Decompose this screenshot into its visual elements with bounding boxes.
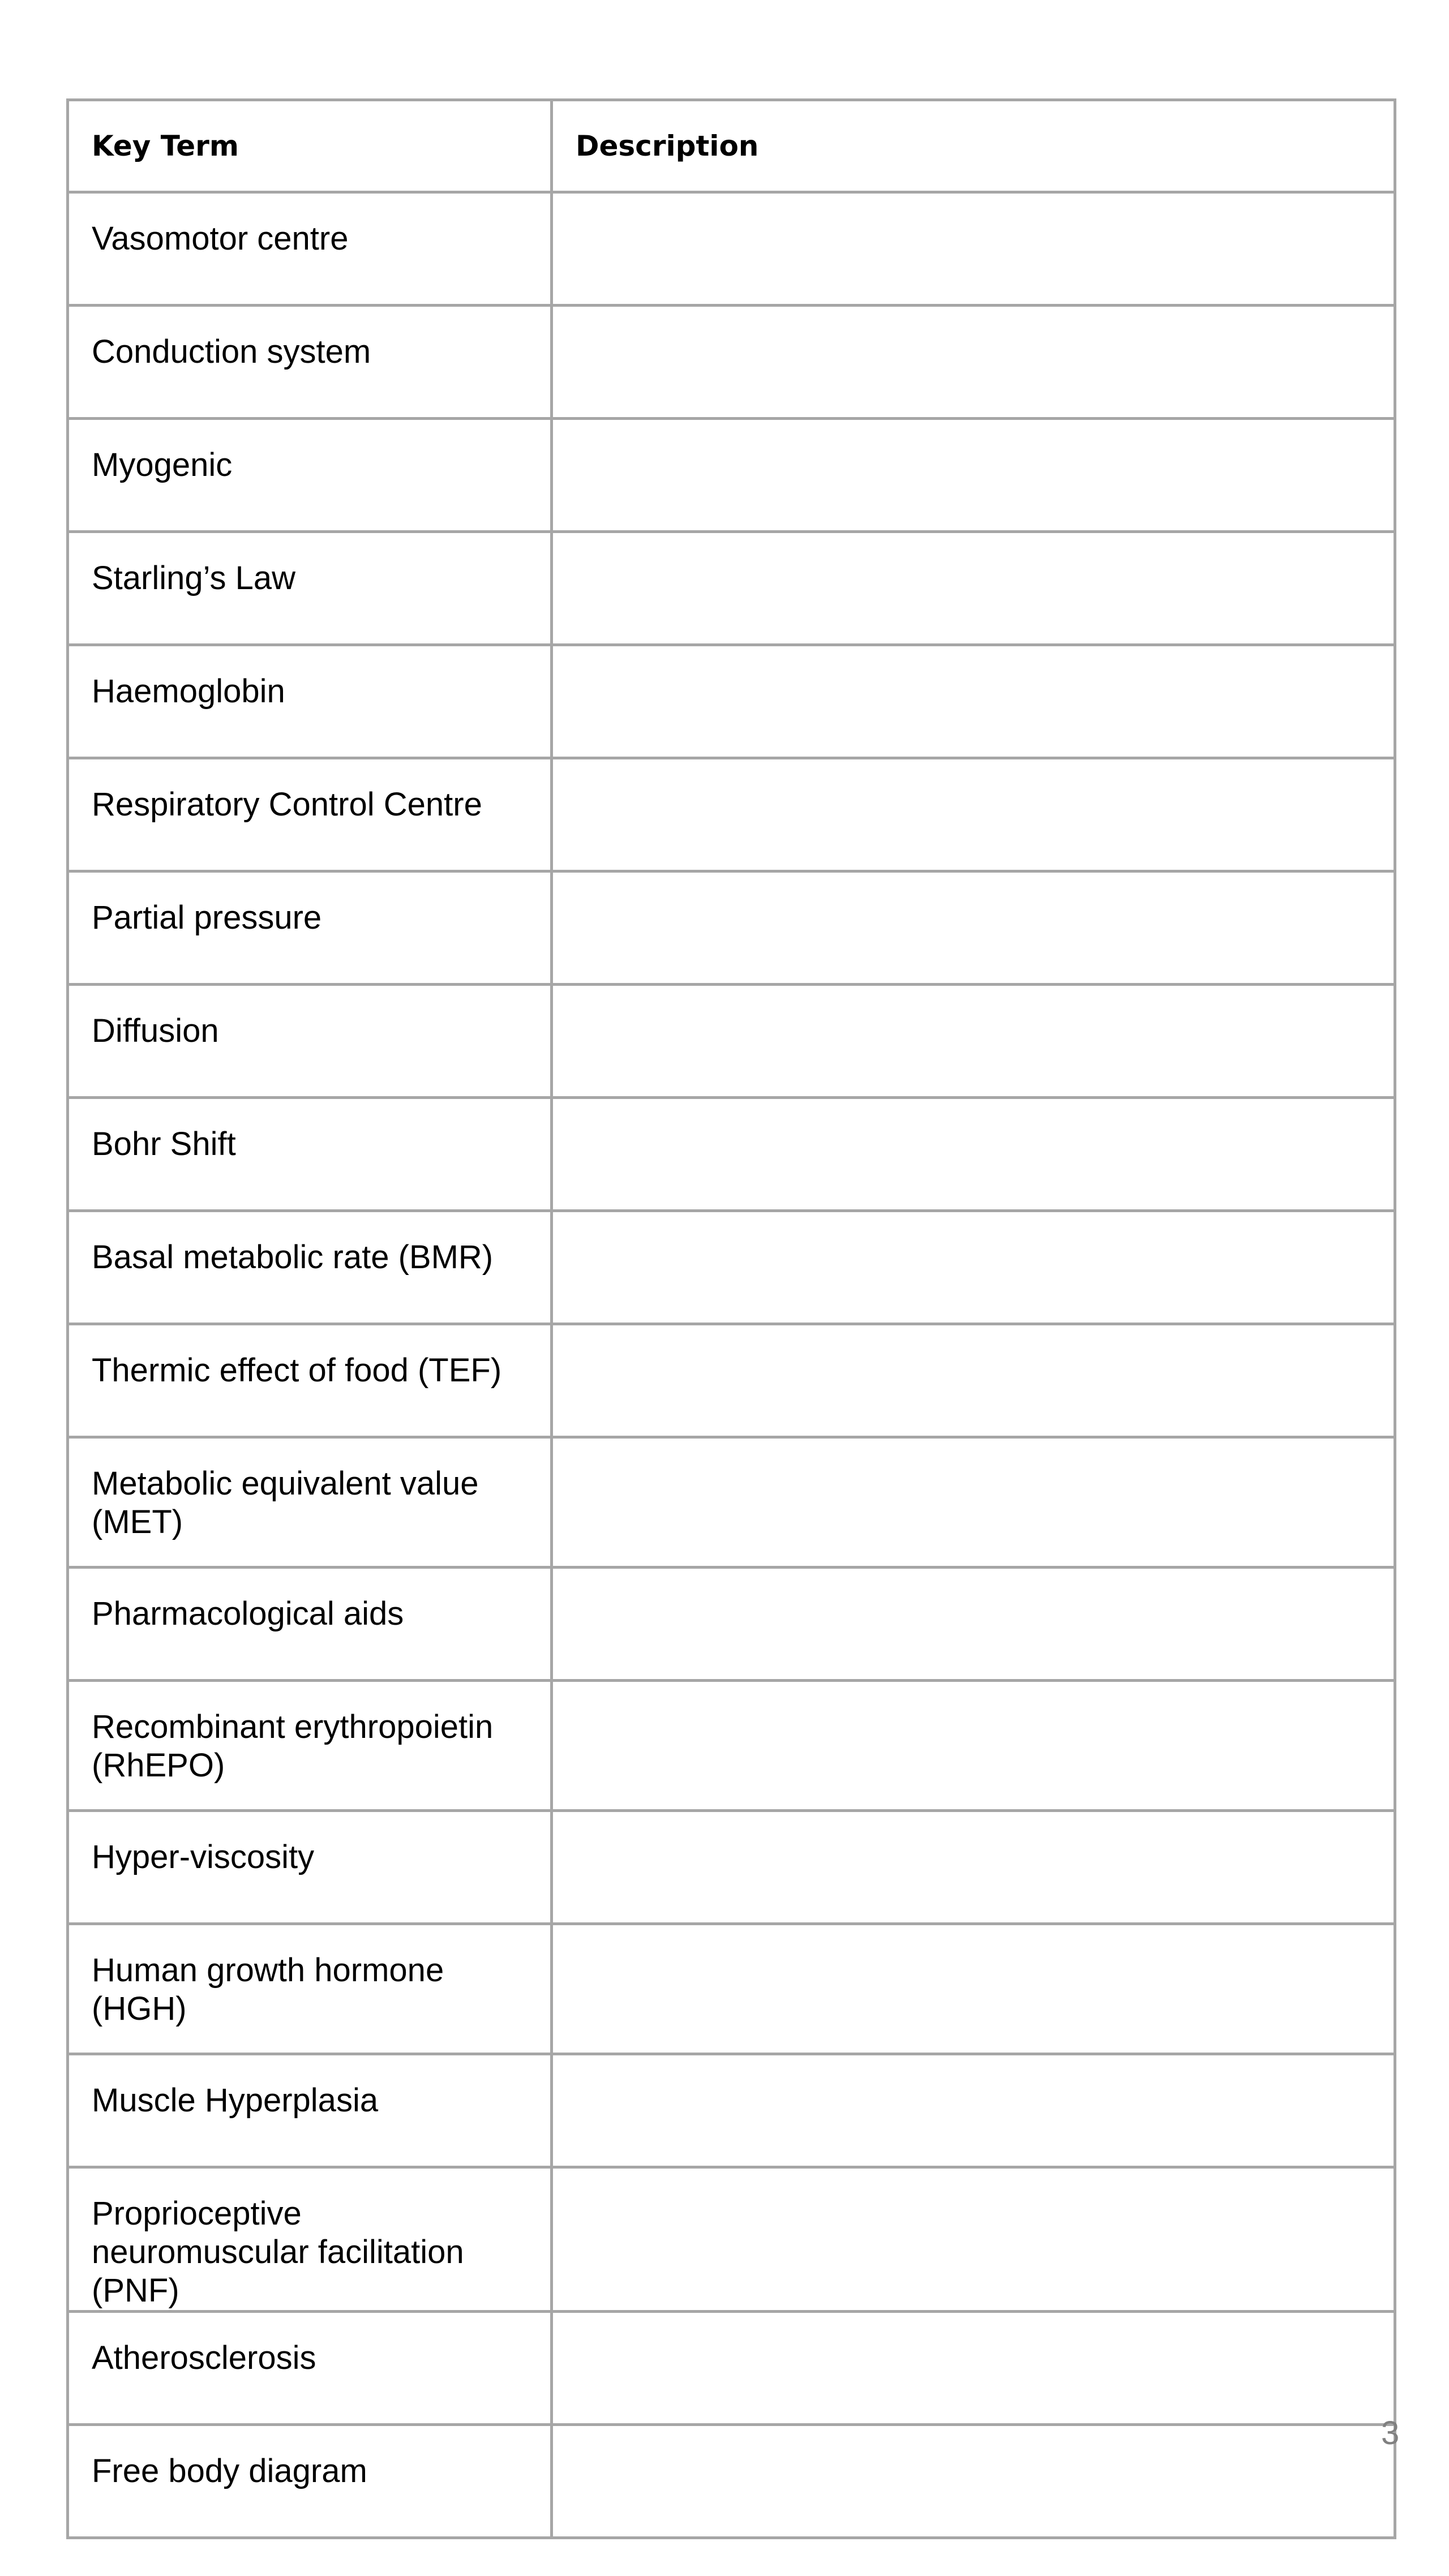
table-row <box>68 1811 1395 1924</box>
table-row <box>68 985 1395 1098</box>
table-row <box>68 871 1395 985</box>
table-row <box>68 1437 1395 1568</box>
table-row <box>68 1098 1395 1211</box>
description-cell[interactable] <box>552 1098 1395 1211</box>
table-row <box>68 2312 1395 2425</box>
description-cell[interactable] <box>552 645 1395 758</box>
description-cell[interactable] <box>552 306 1395 419</box>
table-row <box>68 532 1395 645</box>
description-cell[interactable] <box>552 2167 1395 2312</box>
description-cell[interactable] <box>552 1811 1395 1924</box>
key-term-cell: Muscle Hyperplasia <box>68 2054 552 2167</box>
table-row <box>68 1324 1395 1437</box>
key-term-cell: Pharmacological aids <box>68 1568 552 1681</box>
key-term-cell: Haemoglobin <box>68 645 552 758</box>
key-term-cell: Thermic effect of food (TEF) <box>68 1324 552 1437</box>
key-term-cell: Conduction system <box>68 306 552 419</box>
key-term-cell: Vasomotor centre <box>68 192 552 306</box>
key-term-cell: Basal metabolic rate (BMR) <box>68 1211 552 1324</box>
table-row <box>68 1924 1395 2054</box>
description-cell[interactable] <box>552 1324 1395 1437</box>
key-term-cell: Respiratory Control Centre <box>68 758 552 871</box>
description-cell[interactable] <box>552 2312 1395 2425</box>
description-cell[interactable] <box>552 985 1395 1098</box>
key-term-cell: Myogenic <box>68 419 552 532</box>
table-row <box>68 192 1395 306</box>
table-row <box>68 1681 1395 1811</box>
key-term-cell: Recombinant erythropoietin (RhEPO) <box>68 1681 552 1811</box>
description-cell[interactable] <box>552 758 1395 871</box>
table-row <box>68 306 1395 419</box>
table-row <box>68 645 1395 758</box>
header-key-term: Key Term <box>68 100 552 192</box>
key-term-cell: Hyper-viscosity <box>68 1811 552 1924</box>
table-row <box>68 419 1395 532</box>
key-term-cell: Starling’s Law <box>68 532 552 645</box>
table-row <box>68 2425 1395 2538</box>
description-cell[interactable] <box>552 2054 1395 2167</box>
table-row <box>68 758 1395 871</box>
key-term-cell: Bohr Shift <box>68 1098 552 1211</box>
table-row <box>68 2167 1395 2312</box>
description-cell[interactable] <box>552 1924 1395 2054</box>
key-term-cell: Atherosclerosis <box>68 2312 552 2425</box>
table-row <box>68 1211 1395 1324</box>
key-terms-table <box>66 98 1396 2539</box>
description-cell[interactable] <box>552 871 1395 985</box>
description-cell[interactable] <box>552 2425 1395 2538</box>
key-term-cell: Free body diagram <box>68 2425 552 2538</box>
table-row <box>68 2054 1395 2167</box>
description-cell[interactable] <box>552 532 1395 645</box>
table-row <box>68 1568 1395 1681</box>
description-cell[interactable] <box>552 192 1395 306</box>
description-cell[interactable] <box>552 1437 1395 1568</box>
key-term-cell: Metabolic equivalent value (MET) <box>68 1437 552 1568</box>
description-cell[interactable] <box>552 1568 1395 1681</box>
key-term-cell: Partial pressure <box>68 871 552 985</box>
description-cell[interactable] <box>552 419 1395 532</box>
header-description: Description <box>552 100 1395 192</box>
description-cell[interactable] <box>552 1681 1395 1811</box>
table-header-row <box>68 100 1395 192</box>
key-term-cell: Diffusion <box>68 985 552 1098</box>
description-cell[interactable] <box>552 1211 1395 1324</box>
key-term-cell: Proprioceptive neuromuscular facilitation (PNF) <box>68 2167 552 2312</box>
key-term-cell: Human growth hormone (HGH) <box>68 1924 552 2054</box>
page-number: 3 <box>1381 2415 1400 2452</box>
